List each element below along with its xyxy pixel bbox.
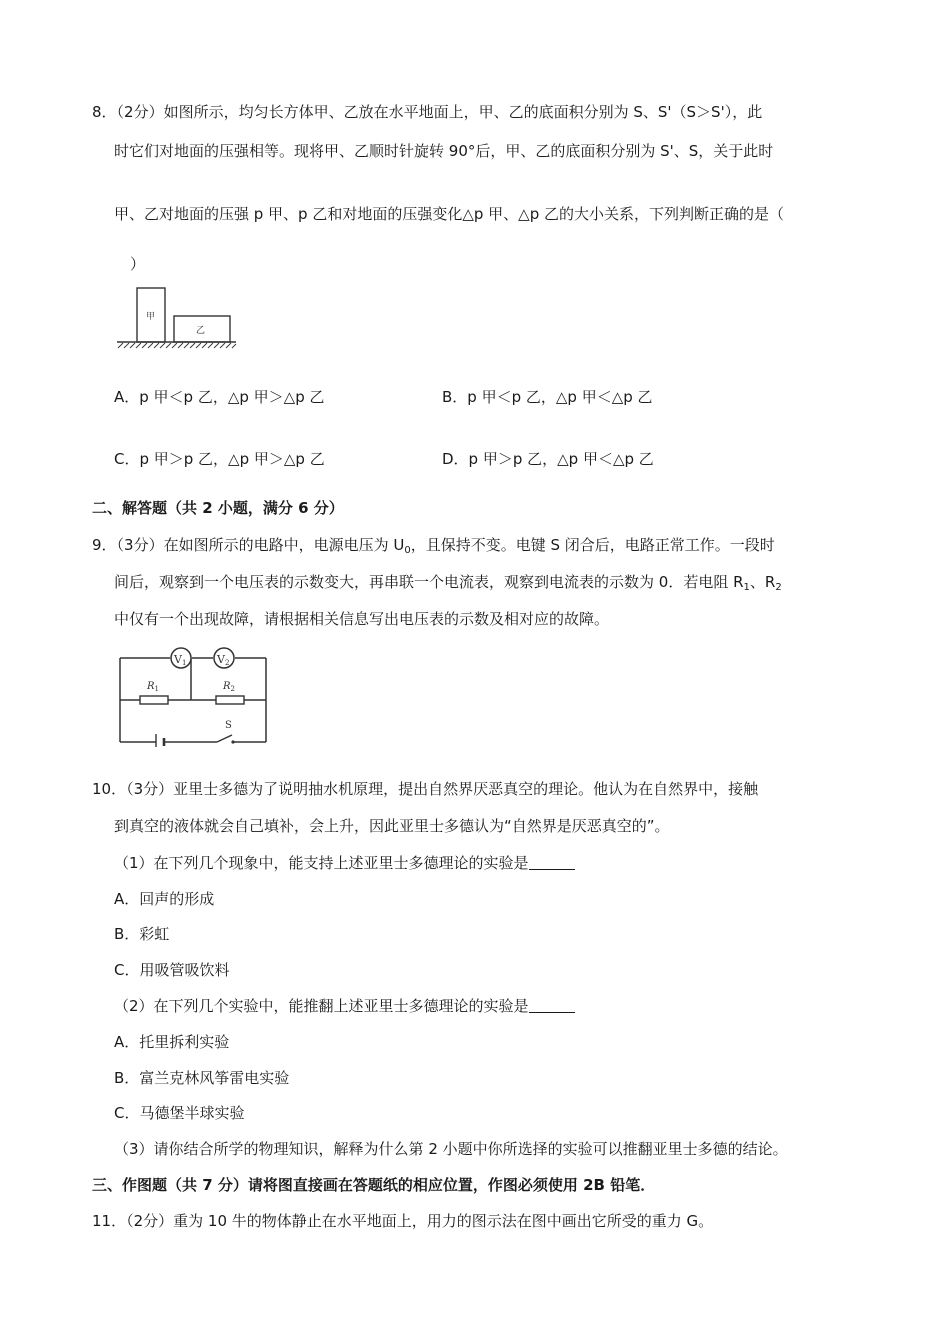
q9-circuit-diagram [114,645,274,747]
q8-line-2: 时它们对地面的压强相等。现将甲、乙顺时针旋转 90°后，甲、乙的底面积分别为 S'、S，关于此时 [114,142,774,160]
resistor-r1-label: $R_1$ [147,681,159,693]
q10-part-1-option-c: C．用吸管吸饮料 [114,961,230,979]
q10-line-2: 到真空的液体就会自己填补，会上升，因此亚里士多德认为“自然界是厌恶真空的”。 [114,817,670,835]
q10-part-1-option-a: A．回声的形成 [114,890,215,908]
voltmeter-v1-label: V1 [174,653,187,667]
q10-part-2-option-a: A．托里拆利实验 [114,1033,230,1051]
q8-blocks-figure [114,282,240,352]
switch-contact [231,740,234,743]
q10-part-1-option-b: B．彩虹 [114,925,170,943]
q9-line-1: 9．（3分）在如图所示的电路中，电源电压为 $U_0$，且保持不变。电键 S 闭合后，电路正常工作。一段时 [92,536,775,556]
q8-option-b: B．p 甲＜p 乙，△p 甲＜△p 乙 [442,388,653,406]
resistor-r2-label: $R_2$ [223,681,235,693]
q8-line-4: ） [130,255,146,273]
answer-blank-2 [529,996,575,1013]
block-jia-label: 甲 [146,312,156,322]
q10-part-2-option-c: C．马德堡半球实验 [114,1104,245,1122]
q10-part-1: （1）在下列几个现象中，能支持上述亚里士多德理论的实验是 [114,852,575,874]
q9-line-2: 间后，观察到一个电压表的示数变大，再串联一个电流表，观察到电流表的示数为 0．若电阻 $R_1$、$R_2$ [114,573,782,593]
ground-hatching [118,343,236,348]
q10-part-2-option-b: B．富兰克林风筝雷电实验 [114,1069,290,1087]
q8-option-a: A．p 甲＜p 乙，△p 甲＞△p 乙 [114,388,325,406]
q9-line-3: 中仅有一个出现故障，请根据相关信息写出电压表的示数及相对应的故障。 [114,610,610,628]
q11-line-1: 11．（2分）重为 10 牛的物体静止在水平地面上，用力的图示法在图中画出它所受的重力 G。 [92,1212,714,1230]
q8-line-1: 8．（2分）如图所示，均匀长方体甲、乙放在水平地面上，甲、乙的底面积分别为 S、S'（S＞S'），此 [92,103,763,121]
resistor-r2 [216,696,244,704]
section-2-title: 二、解答题（共 2 小题，满分 6 分） [92,499,344,517]
q10-part-3: （3）请你结合所学的物理知识，解释为什么第 2 小题中你所选择的实验可以推翻亚里士多德的结论。 [114,1140,788,1158]
section-3-title: 三、作图题（共 7 分）请将图直接画在答题纸的相应位置，作图必须使用 2B 铅笔． [92,1176,656,1194]
q10-part-2: （2）在下列几个实验中，能推翻上述亚里士多德理论的实验是 [114,995,575,1017]
q8-line-3: 甲、乙对地面的压强 p 甲、p 乙和对地面的压强变化△p 甲、△p 乙的大小关系，下列判断正确的是（ [114,205,785,223]
block-yi-label: 乙 [196,326,206,336]
q8-option-c: C．p 甲＞p 乙，△p 甲＞△p 乙 [114,450,325,468]
voltmeter-v2-label: V2 [217,653,230,667]
answer-blank-1 [529,853,575,870]
resistor-r1 [140,696,168,704]
battery-icon [156,734,164,747]
q10-line-1: 10．（3分）亚里士多德为了说明抽水机原理，提出自然界厌恶真空的理论。他认为在自然界中，接触 [92,780,759,798]
q8-option-d: D．p 甲＞p 乙，△p 甲＜△p 乙 [442,450,654,468]
switch-label: S [225,720,232,731]
